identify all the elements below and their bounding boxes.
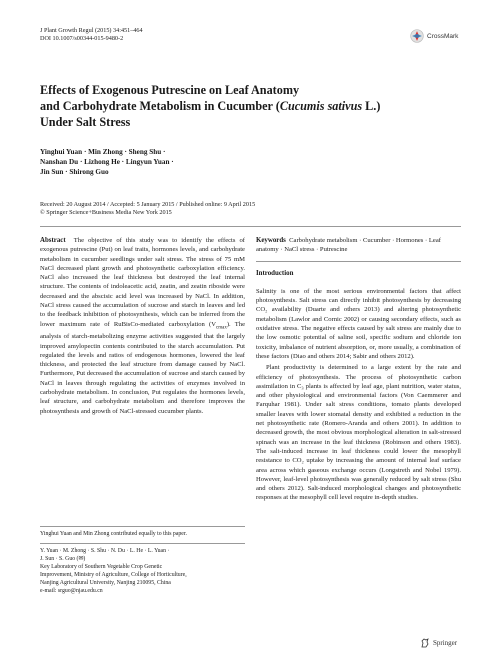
affiliation-line: Nanjing Agricultural University, Nanjing 210095, China [40,580,171,586]
author-line: Jin Sun · Shirong Guo [40,168,109,176]
keywords: Keywords Carbohydrate metabolism · Cucumber · Hormones · Leaf anatomy · NaCl stress · Putrescine [256,237,441,254]
author-line: Nanshan Du · Lizhong He · Lingyun Yuan · [40,158,174,166]
crossmark-icon [410,29,424,43]
copyright: © Springer Science+Business Media New York 2015 [40,209,172,216]
crossmark-label: CrossMark [427,32,459,40]
title-line-2: and Carbohydrate Metabolism in Cucumber (Cucumis sativus L.) [40,99,381,113]
right-column [256,236,461,503]
divider [256,261,461,262]
author-line: Yinghui Yuan · Min Zhong · Sheng Shu · [40,148,166,156]
abstract-section: Abstract The objective of this study was to identify the effects of exogenous putrescine (Put) on leaf traits, hormones levels, and carbohydrate metabolism in cucumber seedlings under salt stress. The stress of 75 mM NaCl decreased plant growth and photosynthetic carboxylation efficiency. NaCl also increased the leaf thickness but destroyed the leaf internal structure. The contents of indoleacetic acid, zeatin, and zeatin riboside were decreased and the abscisic acid level was increased by NaCl. In addition, NaCl stress caused the accumulation of sucrose and starch in leaves and led to the feedback inhibition of photosynthesis, which can be inferred from the lower maximum rate of RuBisCo-mediated carboxylation $(V_{cmax})$. The analysis of starch-metabolizing enzyme activities suggested that the largely improved amylopectin contents contributed to the starch accumulation. Put regulated the levels and ratios of endogenous hormones, lowered the leaf thickness, and protected the leaf structure from damage caused by NaCl. Furthermore, Put decreased the accumulation of sucrose and starch caused by NaCl in leaves through regulating the activities of enzymes involved in carbohydrate metabolism. In conclusion, Put regulates the hormones levels, leaf structure, and carbohydrate metabolism and therefore improves the photosynthesis and growth of NaCl-stressed cucumber plants. [40,237,246,415]
introduction-heading: Introduction [256,269,294,277]
title-line-1: Effects of Exogenous Putrescine on Leaf Anatomy [40,83,300,97]
footnote-divider [40,526,245,527]
journal-header [40,27,143,43]
email-link[interactable]: e-mail: srguo@njau.edu.cn [40,588,103,594]
crossmark-badge[interactable] [410,29,458,43]
article-dates [40,201,460,217]
affiliation-line: J. Sun · S. Guo (✉) [40,556,86,562]
contribution-note: Yinghui Yuan and Min Zhong contributed equally to this paper. [40,531,187,537]
affiliation-line: Key Laboratory of Southern Vegetable Crop Genetic [40,564,163,570]
publisher-logo [420,638,457,648]
history-dates: Received: 20 August 2014 / Accepted: 5 January 2015 / Published online: 9 April 2015 [40,201,256,208]
title-line-3: Under Salt Stress [40,115,131,129]
abstract-text-cont: ). The analysis of starch-metabolizing enzyme activities suggested that the largely improved amylopectin contents contributed to the starch accumulation. Put regulated the levels and ratios of endogenous hormones, lowered the leaf thickness, and protected the leaf structure from damage caused by NaCl. Furthermore, Put decreased the accumulation of sucrose and starch caused by NaCl in leaves through regulating the activities of enzymes involved in carbohydrate metabolism. In conclusion, Put regulates the hormones levels, leaf structure, and carbohydrate metabolism and therefore improves the photosynthesis and growth of NaCl-stressed cucumber plants. [40,320,246,415]
journal-citation: J Plant Growth Regul (2015) 34:451–464 [40,27,143,34]
article-title [40,82,460,130]
divider [40,226,461,227]
abstract-text: The objective of this study was to identify the effects of exogenous putrescine (Put) on leaf traits, hormones levels, and carbohydrate metabolism in cucumber seedlings under salt stress. The stress of 75 mM NaCl decreased plant growth and photosynthetic carboxylation efficiency. NaCl also increased the leaf thickness but destroyed the leaf internal structure. The contents of indoleacetic acid, zeatin, and zeatin riboside were decreased and the abscisic acid level was increased by NaCl. In addition, NaCl stress caused the accumulation of sucrose and starch in leaves and led to the feedback inhibition of photosynthesis, which can be inferred from the lower maximum rate of RuBisCo-mediated carboxylation (V [40,237,245,328]
abstract-label: Abstract [40,237,66,244]
journal-doi: DOI 10.1007/s00344-015-9480-2 [40,35,124,42]
affiliation-line: Improvement, Ministry of Agriculture, College of Horticulture, [40,572,187,578]
affiliation-note [40,547,245,595]
author-list [40,147,340,177]
footnote-divider [40,543,245,544]
intro-paragraph: Plant productivity is determined to a large extent by the rate and efficiency of photosynthesis. The process of photosynthetic carbon assimilation in C₃ plants is affected by leaf age, plant nutrition, water status, and other physiological and environmental factors (Von Caemmerer and Farquhar 1981). Under salt stress conditions, tomato plants developed smaller leaves with lower stomatal density and exhibited a reduction in the net photosynthetic rate (Romero-Aranda and others 2001). In addition to decreased growth, the most obvious morphological alteration in salt-stressed spinach was an increase in the leaf thickness (Robinson and others 1983). The salt-induced increase in leaf thickness could lower the mesophyll resistance to CO₂ uptake by increasing the amount of internal leaf surface area across which gaseous exchange occurs (Longstreth and Nobel 1979). However, leaf-level photosynthesis was generally reduced by salt stress (Shu and others 2012). Salt-induced morphological changes and photosynthetic responses at the mesophyll cell level require in-depth studies. [256,364,461,502]
publisher-name: Springer [433,639,458,647]
affiliation-line: Y. Yuan · M. Zhong · S. Shu · N. Du · L. He · L. Yuan · [40,548,170,554]
springer-horse-icon [420,638,430,648]
intro-paragraph: Salinity is one of the most serious environmental factors that affect photosynthesis. Salt stress can directly inhibit photosynthesis by decreasing CO₂ availability (Duarte and others 2013) and altering photosynthetic metabolism (Lawlor and Cornic 2002) or causing secondary effects, such as oxidative stress. The negative effects caused by salt stress are mainly due to the low osmotic potential of saline soil, specific sodium and chloride ion toxicity, imbalance of nutrient absorption, or, more usually, a combination of these factors (Diao and others 2014; Sabir and others 2012). [256,287,461,360]
